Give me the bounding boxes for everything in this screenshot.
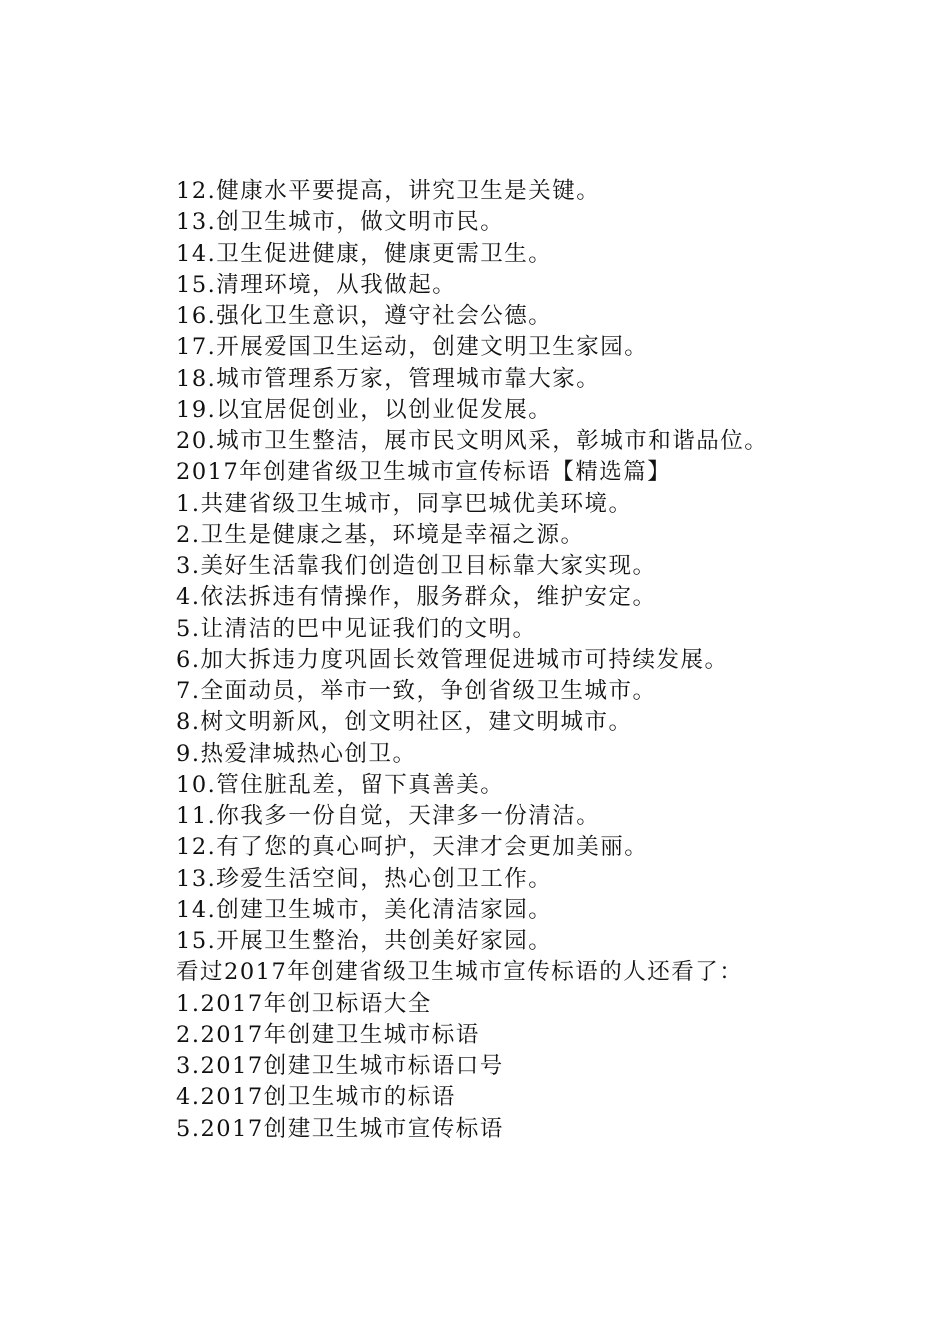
related-link[interactable]: 4.2017创卫生城市的标语 (176, 1084, 456, 1111)
slogan-line: 17.开展爱国卫生运动，创建文明卫生家园。 (176, 334, 649, 361)
slogan-line: 19.以宜居促创业，以创业促发展。 (176, 396, 553, 423)
slogan-line: 12.有了您的真心呵护，天津才会更加美丽。 (176, 834, 649, 861)
section-heading: 2017年创建省级卫生城市宣传标语【精选篇】 (176, 459, 672, 486)
related-link[interactable]: 1.2017年创卫标语大全 (176, 990, 432, 1017)
slogan-line: 2.卫生是健康之基，环境是幸福之源。 (176, 521, 585, 548)
slogan-line: 5.让清洁的巴中见证我们的文明。 (176, 615, 537, 642)
related-heading: 看过2017年创建省级卫生城市宣传标语的人还看了： (176, 959, 744, 986)
slogan-line: 9.热爱津城热心创卫。 (176, 740, 417, 767)
slogan-line: 7.全面动员，举市一致，争创省级卫生城市。 (176, 678, 657, 704)
slogan-line: 13.创卫生城市，做文明市民。 (176, 209, 505, 236)
slogan-line: 16.强化卫生意识，遵守社会公德。 (176, 303, 553, 329)
slogan-line: 14.创建卫生城市，美化清洁家园。 (176, 896, 553, 923)
slogan-line: 12.健康水平要提高，讲究卫生是关键。 (176, 178, 601, 204)
slogan-line: 20.城市卫生整洁，展市民文明风采，彰城市和谐品位。 (176, 428, 769, 454)
related-link[interactable]: 2.2017年创建卫生城市标语 (176, 1021, 480, 1048)
slogan-line: 1.共建省级卫生城市，同享巴城优美环境。 (176, 490, 633, 517)
slogan-line: 13.珍爱生活空间，热心创卫工作。 (176, 865, 553, 892)
slogan-line: 3.美好生活靠我们创造创卫目标靠大家实现。 (176, 553, 657, 579)
slogan-line: 11.你我多一份自觉，天津多一份清洁。 (176, 803, 601, 829)
related-link[interactable]: 5.2017创建卫生城市宣传标语 (176, 1115, 504, 1142)
slogan-line: 8.树文明新风，创文明社区，建文明城市。 (176, 709, 633, 736)
document-body (176, 176, 916, 1145)
slogan-line: 6.加大拆违力度巩固长效管理促进城市可持续发展。 (176, 646, 729, 673)
slogan-line: 15.开展卫生整治，共创美好家园。 (176, 928, 553, 954)
slogan-line: 10.管住脏乱差，留下真善美。 (176, 771, 505, 798)
slogan-line: 14.卫生促进健康，健康更需卫生。 (176, 240, 553, 267)
related-link[interactable]: 3.2017创建卫生城市标语口号 (176, 1053, 504, 1079)
slogan-line: 4.依法拆违有情操作，服务群众，维护安定。 (176, 584, 657, 611)
slogan-line: 18.城市管理系万家，管理城市靠大家。 (176, 365, 601, 392)
slogan-line: 15.清理环境，从我做起。 (176, 271, 457, 298)
